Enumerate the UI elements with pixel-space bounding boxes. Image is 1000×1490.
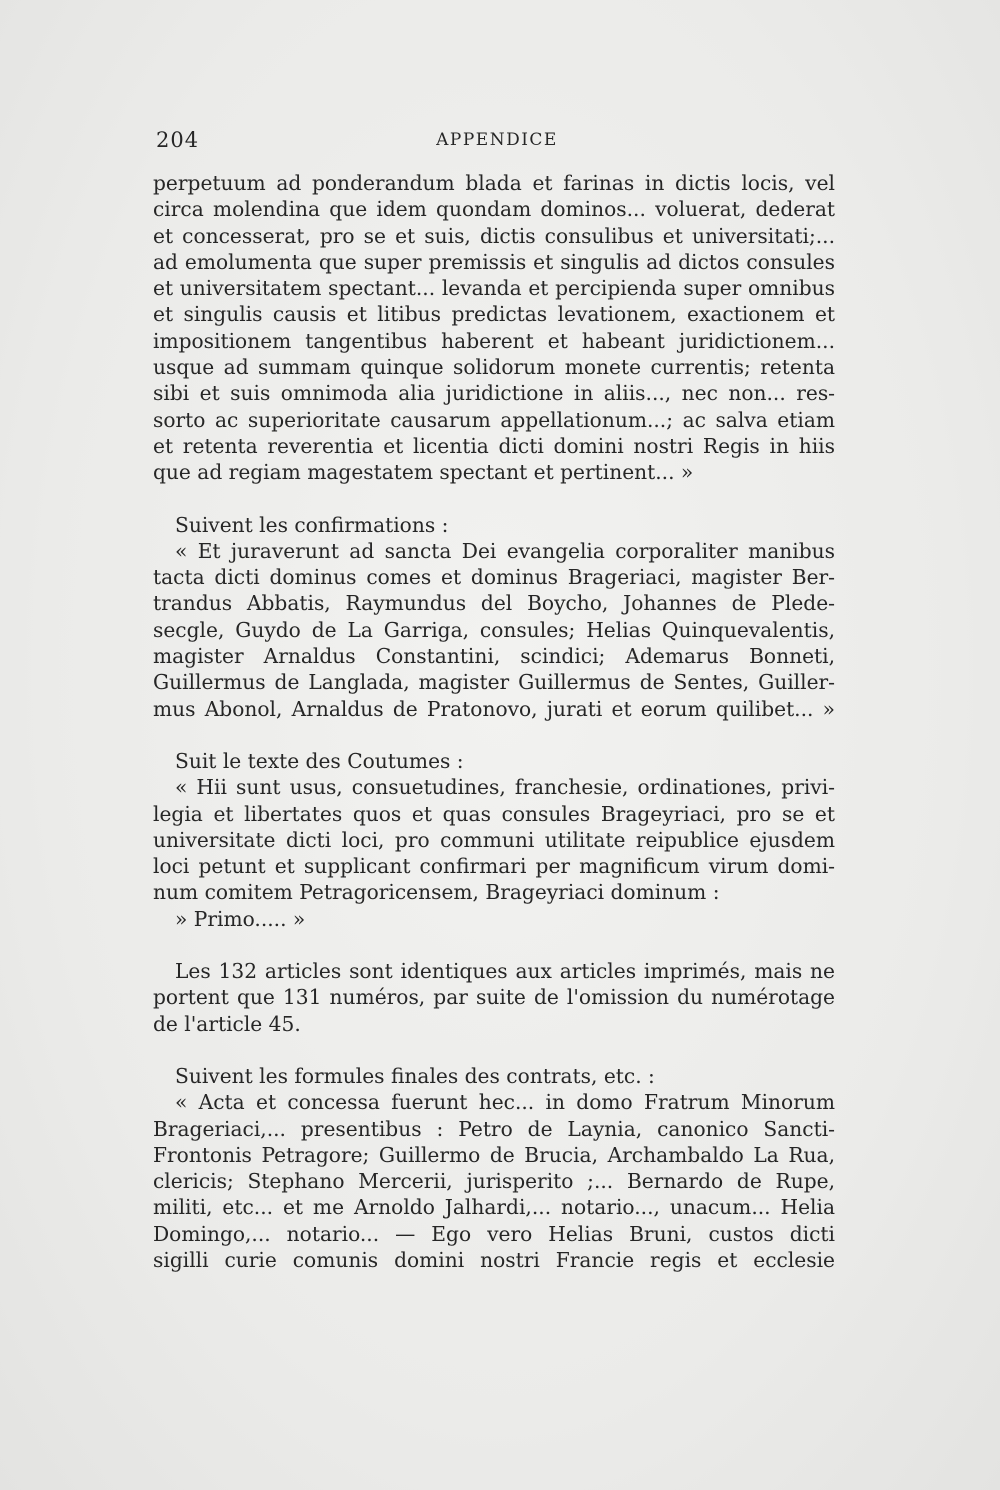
- paragraph: [153, 170, 835, 486]
- text-line: Brageriaci,... presentibus : Petro de Laynia, canonico Sancti-: [153, 1116, 835, 1141]
- text-line: Les 132 articles sont identiques aux articles imprimés, mais ne: [175, 959, 835, 984]
- text-line: sigilli curie comunis domini nostri Francie regis et ecclesie: [153, 1247, 835, 1272]
- text-line: magister Arnaldus Constantini, scindici; Ademarus Bonneti,: [153, 644, 835, 669]
- text-line: mus Abonol, Arnaldus de Pratonovo, jurati et eorum quilibet... »: [153, 696, 835, 721]
- paragraph: [153, 958, 835, 1037]
- text-line: tacta dicti dominus comes et dominus Brageriaci, magister Ber-: [153, 565, 835, 590]
- text-line: sibi et suis omnimoda alia juridictione in aliis..., nec non... res-: [153, 381, 835, 406]
- page-header: [156, 128, 838, 158]
- page-body: [153, 170, 835, 1273]
- text-line: « Hii sunt usus, consuetudines, franchesie, ordinationes, privi-: [175, 775, 835, 800]
- text-line: et retenta reverentia et licentia dicti domini nostri Regis in hiis: [153, 433, 835, 458]
- paragraph: [153, 538, 835, 722]
- text-line: et singulis causis et litibus predictas levationem, exactionem et: [153, 302, 835, 327]
- text-line: « Et juraverunt ad sancta Dei evangelia corporaliter manibus: [175, 538, 835, 563]
- text-line: Domingo,... notario... — Ego vero Helias Bruni, custos dicti: [153, 1221, 835, 1246]
- paragraph: [153, 1089, 835, 1273]
- paragraph: [153, 774, 835, 932]
- text-line: Frontonis Petragore; Guillermo de Brucia, Archambaldo La Rua,: [153, 1142, 835, 1167]
- text-line: usque ad summam quinque solidorum monete currentis; retenta: [153, 355, 835, 380]
- text-line: loci petunt et supplicant confirmari per magnificum virum domi-: [153, 854, 835, 879]
- text-line: secgle, Guydo de La Garriga, consules; Helias Quinquevalentis,: [153, 617, 835, 642]
- text-line: portent que 131 numéros, par suite de l'omission du numérotage: [153, 985, 835, 1010]
- text-line: « Acta et concessa fuerunt hec... in domo Fratrum Minorum: [175, 1090, 835, 1115]
- text-line: perpetuum ad ponderandum blada et farinas in dictis locis, vel: [153, 171, 835, 195]
- text-line: clericis; Stephano Mercerii, jurisperito ;... Bernardo de Rupe,: [153, 1169, 835, 1194]
- page-number: 204: [156, 128, 200, 152]
- section-heading: Suivent les confirmations :: [175, 512, 449, 537]
- text-line: trandus Abbatis, Raymundus del Boycho, Johannes de Plede-: [153, 591, 835, 616]
- text-line: circa molendina que idem quondam dominos... voluerat, dederat: [153, 197, 835, 222]
- text-line: militi, etc... et me Arnoldo Jalhardi,... notario..., unacum... Helia: [153, 1195, 835, 1220]
- running-title: APPENDICE: [436, 130, 558, 150]
- text-line: sorto ac superioritate causarum appellationum...; ac salva etiam: [153, 407, 835, 432]
- text-line: et universitatem spectant... levanda et percipienda super omnibus: [153, 276, 835, 301]
- section-heading: Suit le texte des Coutumes :: [175, 748, 464, 773]
- text-line: universitate dicti loci, pro communi utilitate reipublice ejusdem: [153, 827, 835, 852]
- text-line: ad emolumenta que super premissis et singulis ad dictos consules: [153, 249, 835, 274]
- text-line: de l'article 45.: [153, 1011, 301, 1036]
- text-line: que ad regiam magestatem spectant et pertinent... »: [153, 460, 694, 485]
- text-line: et concesserat, pro se et suis, dictis consulibus et universitati;...: [153, 223, 835, 248]
- text-line: impositionem tangentibus haberent et habeant juridictionem...: [153, 328, 835, 353]
- text-line: » Primo..... »: [175, 906, 306, 931]
- text-line: Guillermus de Langlada, magister Guillermus de Sentes, Guiller-: [153, 670, 835, 695]
- text-line: legia et libertates quos et quas consules Brageyriaci, pro se et: [153, 801, 835, 826]
- text-line: num comitem Petragoricensem, Brageyriaci dominum :: [153, 880, 720, 905]
- section-heading: Suivent les formules finales des contrats, etc. :: [175, 1063, 655, 1088]
